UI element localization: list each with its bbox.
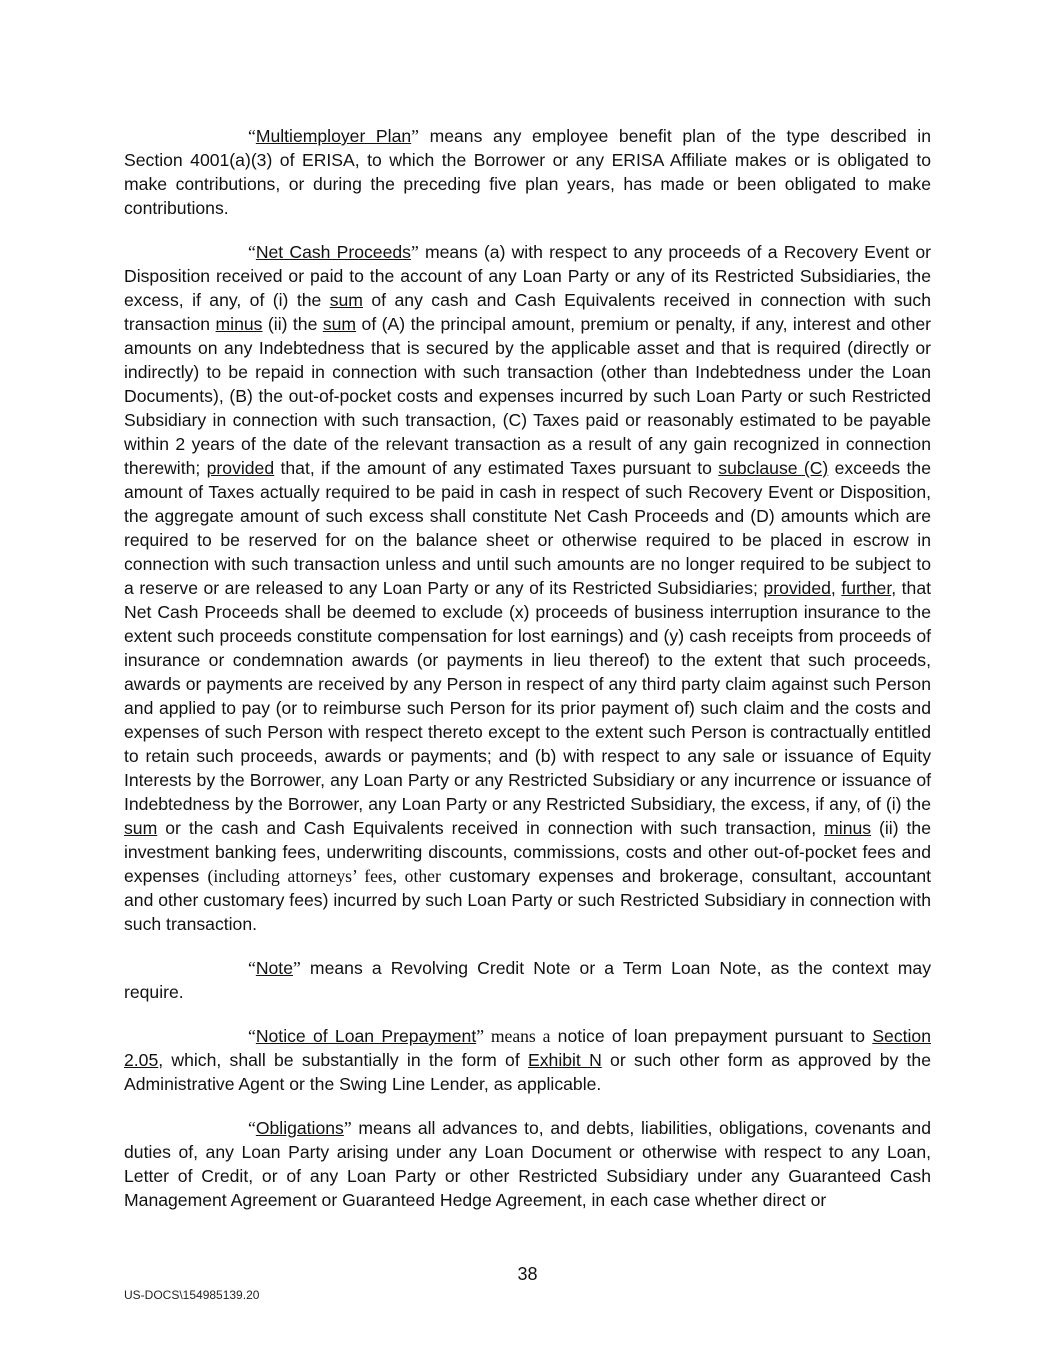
underlined-word: minus (215, 314, 263, 334)
definition-text-serif: (including attorneys’ fees, other (207, 866, 441, 886)
definition-text: , that Net Cash Proceeds shall be deemed to exclude (x) proceeds of business interruption insurance to the extent such proceeds constitute compensation for lost earnings) and (y) cash receipts from proceeds of insurance or condemnation awards (or payments in lieu thereof) to the extent that such proceeds, awards or payments are received by any Person in respect of any third party claim against such Person and applied to pay (or to reimburse such Person for its prior payment of) such claim and the costs and expenses of such Person with respect thereto except to the extent such Person is contractually entitled to retain such proceeds, awards or payments; and (b) with respect to any sale or issuance of Equity Interests by the Borrower, any Loan Party or any Restricted Subsidiary or any incurrence or issuance of Indebtedness by the Borrower, any Loan Party or any Restricted Subsidiary, the excess, if any, of (i) the (124, 578, 931, 814)
close-quote: ” (343, 1118, 352, 1138)
close-quote: ” (292, 958, 301, 978)
open-quote: “ (248, 1118, 256, 1138)
defined-term: Notice of Loan Prepayment (255, 1026, 477, 1046)
underlined-word: sum (329, 290, 363, 310)
close-quote: ” (410, 242, 419, 262)
definition-obligations (124, 1116, 931, 1212)
definition-text: means (a) with respect to any proceeds of a Recovery Event or Disposition received or paid to the account of any Loan Party or any of its Restricted Subsidiaries, the excess, if any, of (i) the (124, 242, 931, 310)
open-quote: “ (248, 1026, 256, 1046)
document-id: US-DOCS\154985139.20 (124, 1288, 260, 1302)
defined-term: Obligations (255, 1118, 344, 1138)
defined-term: Net Cash Proceeds (255, 242, 411, 262)
definition-text: or the cash and Cash Equivalents received in connection with such transaction, (157, 818, 825, 838)
definition-text: customary expenses and brokerage, consultant, accountant and other customary fees) incurred by such Loan Party or such Restricted Subsidiary in connection with such transaction. (124, 866, 931, 934)
defined-term: Multiemployer Plan (255, 126, 412, 146)
definition-text: that, if the amount of any estimated Taxes pursuant to (274, 458, 719, 478)
definition-text: means any employee benefit plan of the type described in Section 4001(a)(3) of ERISA, to which the Borrower or any ERISA Affiliate makes or is obligated to make contributions, or during the preceding five plan years, has made or been obligated to make contributions. (124, 126, 932, 218)
definition-text: notice of loan prepayment pursuant to (550, 1026, 873, 1046)
definition-note (124, 956, 931, 1004)
close-quote: ” (476, 1026, 485, 1046)
definition-multiemployer-plan (124, 124, 931, 220)
underlined-word: sum (322, 314, 357, 334)
definition-text: , which, shall be substantially in the form of (158, 1050, 528, 1070)
close-quote: ” (411, 126, 419, 146)
open-quote: “ (248, 242, 256, 262)
document-page (124, 124, 931, 1232)
open-quote: “ (248, 126, 256, 146)
cross-reference: subclause (C) (718, 458, 829, 478)
definition-text: of any cash and Cash Equivalents received in connection with such transaction (124, 290, 931, 334)
definition-text: exceeds the amount of Taxes actually required to be paid in cash in respect of such Recovery Event or Disposition, the aggregate amount of such excess shall constitute Net Cash Proceeds and (D) amounts which are required to be reserved for on the balance sheet or otherwise required to be placed in escrow in connection with such transaction unless and until such amounts are no longer required to be subject to a reserve or are released to any Loan Party or any of its Restricted Subsidiaries; (124, 458, 931, 598)
cross-reference: Section 2.05 (124, 1026, 931, 1070)
definition-text: (ii) the investment banking fees, underwriting discounts, commissions, costs and other out-of-pocket fees and expenses (124, 818, 931, 886)
definition-net-cash-proceeds (124, 240, 931, 936)
definition-text: , (830, 578, 842, 598)
definition-notice-of-loan-prepayment (124, 1024, 931, 1096)
definition-text: means all advances to, and debts, liabilities, obligations, covenants and duties of, any Loan Party arising under any Loan Document or otherwise with respect to any Loan, Letter of Credit, or of any Loan Party or other Restricted Subsidiary under any Guaranteed Cash Management Agreement or Guaranteed Hedge Agreement, in each case whether direct or (124, 1118, 931, 1210)
underlined-word: sum (124, 818, 158, 838)
cross-reference: Exhibit N (528, 1050, 602, 1070)
definition-text: of (A) the principal amount, premium or penalty, if any, interest and other amounts on any Indebtedness that is secured by the applicable asset and that is required (directly or indirectly) to be repaid in connection with such transaction (other than Indebtedness under the Loan Documents), (B) the out-of-pocket costs and expenses incurred by such Loan Party or such Restricted Subsidiary in connection with such transaction, (C) Taxes paid or reasonably estimated to be payable within 2 years of the date of the relevant transaction as a result of any gain recognized in connection therewith; (124, 314, 931, 478)
underlined-word: minus (824, 818, 872, 838)
definition-text: means a Revolving Credit Note or a Term Loan Note, as the context may require. (124, 958, 931, 1002)
page-number: 38 (517, 1264, 538, 1284)
definition-text: or such other form as approved by the Administrative Agent or the Swing Line Lender, as applicable. (124, 1050, 931, 1094)
underlined-word: provided (763, 578, 831, 598)
definition-text: (ii) the (262, 314, 323, 334)
defined-term: Note (255, 958, 293, 978)
underlined-word: provided (206, 458, 275, 478)
underlined-word: further (841, 578, 892, 598)
open-quote: “ (248, 958, 256, 978)
definition-text-serif: means a (484, 1026, 551, 1046)
